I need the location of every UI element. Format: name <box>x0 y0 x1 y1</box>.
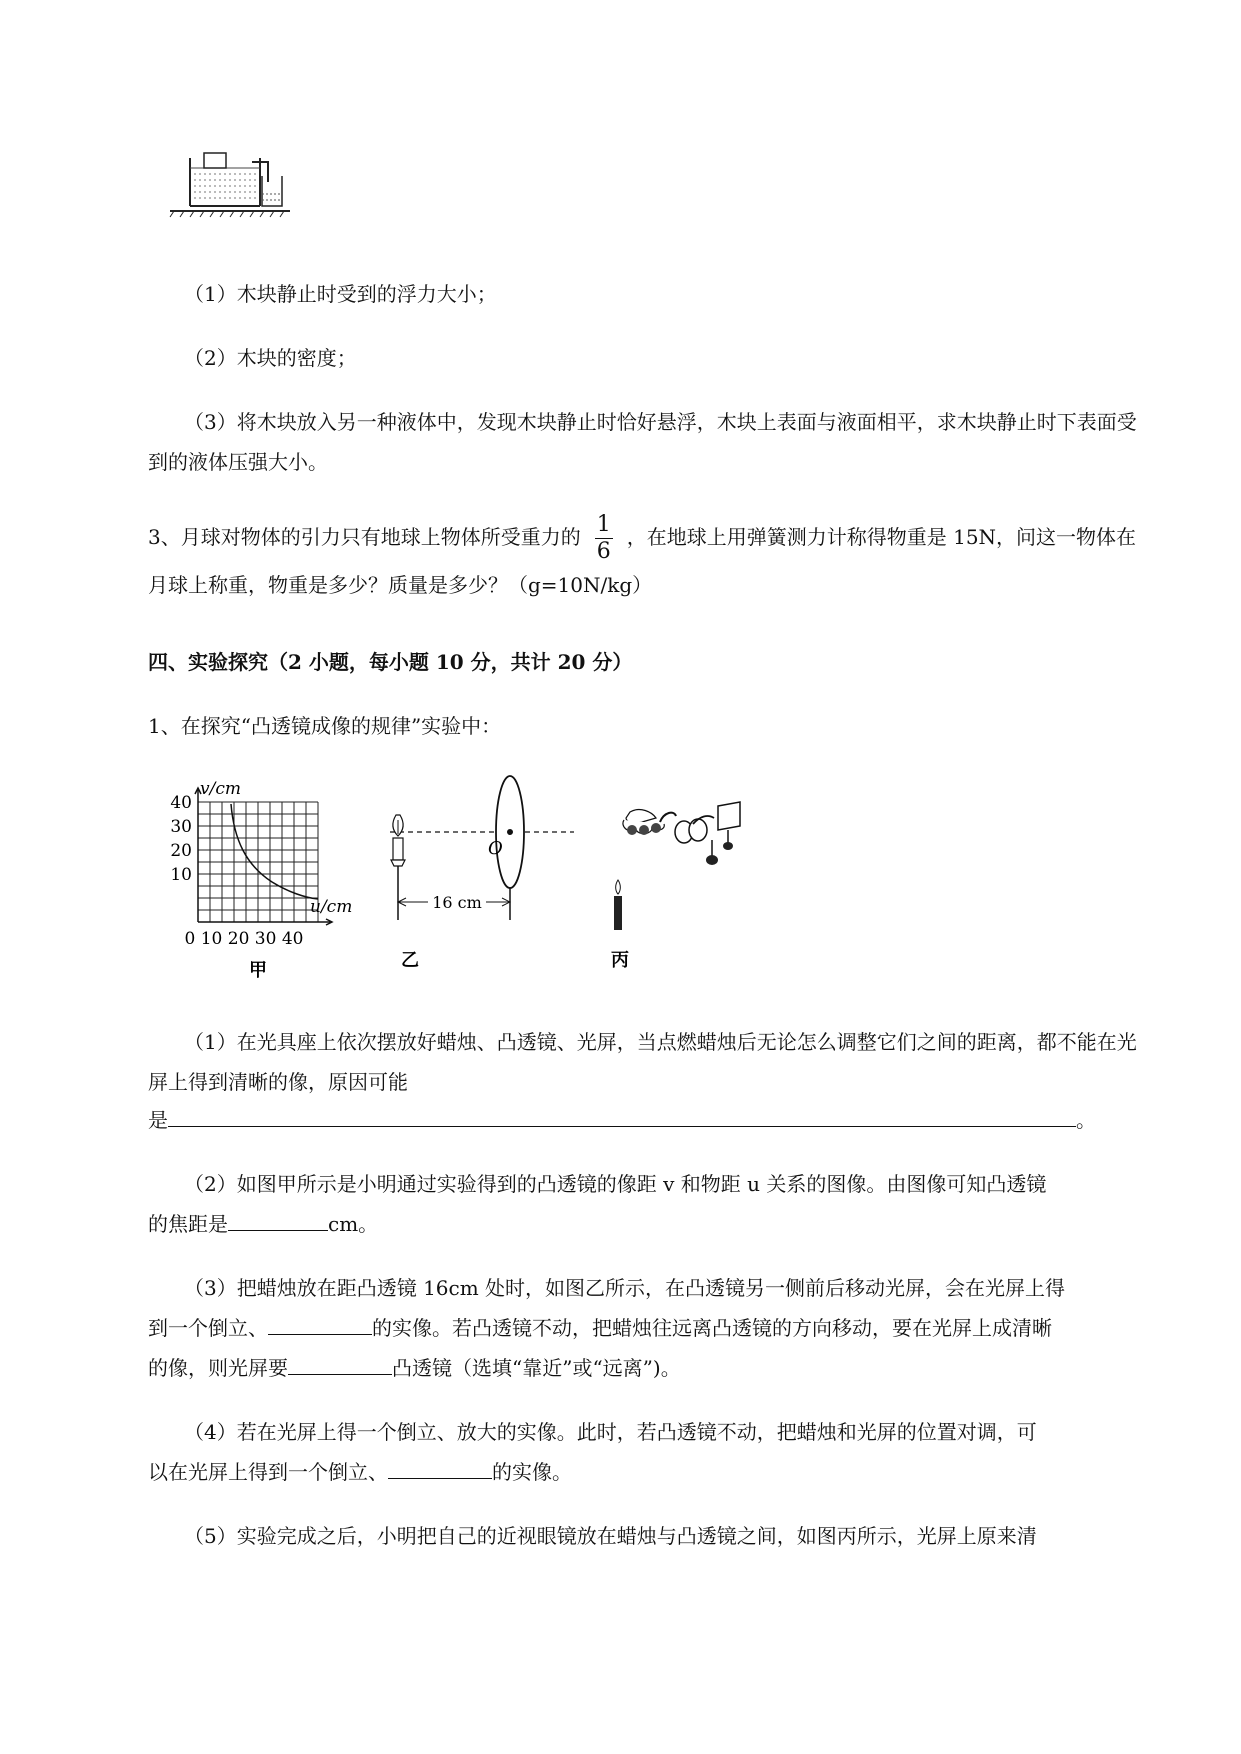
part-3-segment-d: 凸透镜（选填“靠近”或“远离”)。 <box>392 1356 681 1380</box>
exp1-part-3-line-3 <box>148 1348 1153 1388</box>
answer-blank-2[interactable] <box>228 1208 328 1231</box>
focal-length-label: 的焦距是 <box>148 1212 228 1236</box>
part-4-segment-b: 的实像。 <box>492 1460 572 1484</box>
exp1-part-5-line-1: （5）实验完成之后，小明把自己的近视眼镜放在蜡烛与凸透镜之间，如图丙所示，光屏上原来清 <box>184 1524 1037 1548</box>
part-1-end: 。 <box>1076 1108 1096 1132</box>
fraction-one-sixth <box>595 512 613 565</box>
figure-yi-caption: 乙 <box>401 950 419 971</box>
y-tick-20: 20 <box>170 841 192 861</box>
q2-part-2: （2）木块的密度； <box>184 346 357 370</box>
u-axis-label: u/cm <box>310 897 353 917</box>
focal-length-unit: cm。 <box>328 1212 379 1236</box>
part-4-segment-a: 以在光屏上得到一个倒立、 <box>148 1460 388 1484</box>
exp1-part-1-line-3 <box>148 1100 1153 1140</box>
part-3-segment-c: 的像，则光屏要 <box>148 1356 288 1380</box>
exp1-part-2-line-1: （2）如图甲所示是小明通过实验得到的凸透镜的像距 v 和物距 u 关系的图像。由图像可知凸透镜 <box>184 1172 1047 1196</box>
q2-part-3: （3）将木块放入另一种液体中，发现木块静止时恰好悬浮，木块上表面与液面相平，求木块静止时下表面受到的液体压强大小。 <box>148 410 1137 474</box>
answer-blank-1[interactable] <box>168 1104 1076 1127</box>
question-3 <box>148 512 1153 605</box>
q3-suffix: ，在地球上用弹簧测力计称得物重是 15N，问这一物体在月球上称重，物重是多少？质量是多少？（g=10N/kg） <box>148 525 1137 597</box>
figure-bing-caption: 丙 <box>611 950 629 971</box>
fraction-denominator: 6 <box>596 539 611 564</box>
figure-bing-setup <box>600 800 760 980</box>
answer-blank-4[interactable] <box>288 1352 392 1375</box>
y-tick-30: 30 <box>170 817 192 837</box>
figure-jia-graph <box>170 779 356 981</box>
y-tick-40: 40 <box>170 793 192 813</box>
exp1-part-2-line-2 <box>148 1204 1153 1244</box>
answer-blank-5[interactable] <box>388 1456 492 1479</box>
exp1-part-4-line-1: （4）若在光屏上得一个倒立、放大的实像。此时，若凸透镜不动，把蜡烛和光屏的位置对调，可 <box>184 1420 1037 1444</box>
q3-prefix: 3、月球对物体的引力只有地球上物体所受重力的 <box>148 525 581 549</box>
overflow-container-figure <box>170 150 320 240</box>
exp1-part-3-line-1: （3）把蜡烛放在距凸透镜 16cm 处时，如图乙所示，在凸透镜另一侧前后移动光屏，会在光屏上得 <box>184 1276 1066 1300</box>
y-tick-10: 10 <box>170 865 192 885</box>
answer-blank-3[interactable] <box>268 1312 372 1335</box>
distance-label: 16 cm <box>432 893 482 912</box>
part-1-is: 是 <box>148 1108 168 1132</box>
optical-center-label: O <box>488 838 503 859</box>
part-3-segment-b: 的实像。若凸透镜不动，把蜡烛往远离凸透镜的方向移动，要在光屏上成清晰 <box>372 1316 1052 1340</box>
exp1-part-3-line-2 <box>148 1308 1153 1348</box>
exp1-part-1-line-1: （1）在光具座上依次摆放好蜡烛、凸透镜、光屏，当点燃蜡烛后无论怎么调整它们之间的距离，都不能在光屏上得到清晰的像，原因可能 <box>148 1030 1137 1094</box>
figure-yi-setup <box>380 770 580 980</box>
section-4-title: 四、实验探究（2 小题，每小题 10 分，共计 20 分） <box>148 650 633 674</box>
fraction-numerator: 1 <box>596 512 611 537</box>
x-ticks: 0 10 20 30 40 <box>184 929 304 949</box>
q2-part-1: （1）木块静止时受到的浮力大小； <box>184 282 497 306</box>
figure-jia-caption: 甲 <box>249 960 267 981</box>
experiment-1-intro: 1、在探究“凸透镜成像的规律”实验中： <box>148 714 502 738</box>
exp1-part-4-line-2 <box>148 1452 1153 1492</box>
part-3-segment-a: 到一个倒立、 <box>148 1316 268 1340</box>
v-axis-label: v/cm <box>200 779 241 799</box>
